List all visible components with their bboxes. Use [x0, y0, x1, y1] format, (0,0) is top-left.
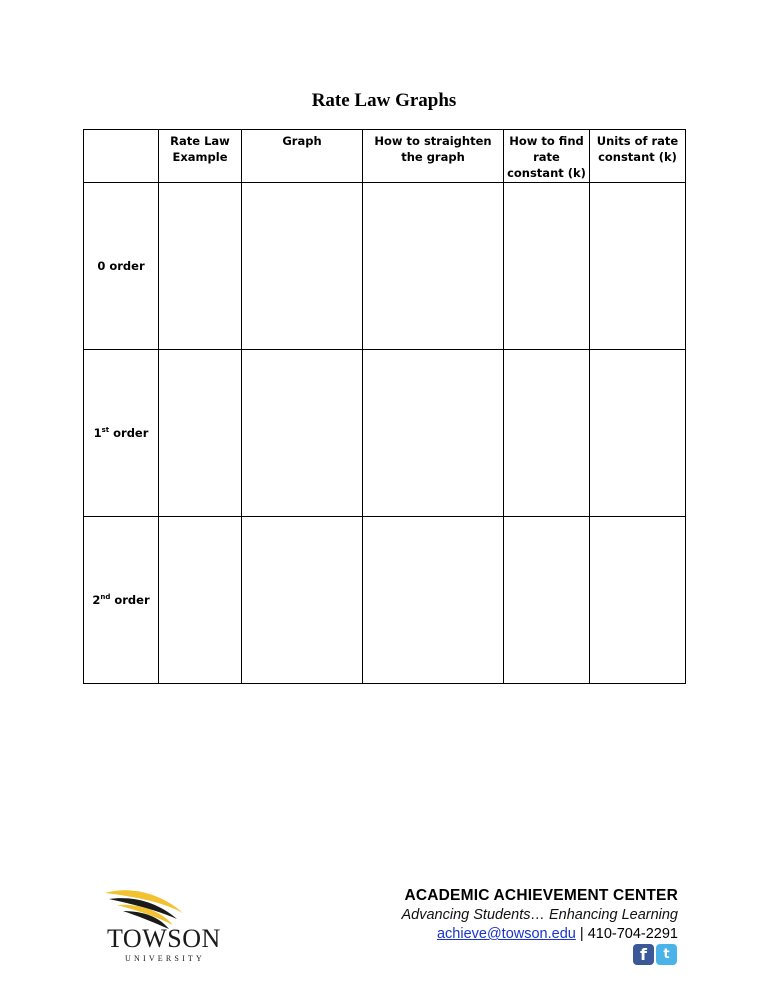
- header-units-of-k: Units of rate constant (k): [590, 130, 686, 183]
- table-cell: [242, 183, 363, 350]
- page-title: Rate Law Graphs: [311, 90, 457, 111]
- row-label-first-order: 1st order: [84, 350, 159, 517]
- row-label-second-order: 2nd order: [84, 517, 159, 684]
- table-cell: [159, 350, 242, 517]
- table-row-second-order: [84, 517, 686, 684]
- center-tagline: Advancing Students… Enhancing Learning: [401, 907, 678, 923]
- center-name: ACADEMIC ACHIEVEMENT CENTER: [404, 887, 678, 904]
- header-graph: Graph: [242, 130, 363, 183]
- table-cell: [590, 183, 686, 350]
- contact-separator: |: [575, 926, 588, 942]
- email-link[interactable]: achieve@towson.edu: [436, 926, 576, 942]
- table-cell: [590, 517, 686, 684]
- table-row-first-order: [84, 350, 686, 517]
- phone-number: 410-704-2291: [587, 926, 678, 942]
- facebook-icon[interactable]: f: [633, 944, 654, 965]
- table-cell: [159, 183, 242, 350]
- header-how-to-straighten: How to straighten the graph: [363, 130, 504, 183]
- table-cell: [242, 350, 363, 517]
- rate-law-table: [83, 129, 686, 684]
- table-row-zero-order: [84, 183, 686, 350]
- table-cell: [363, 183, 504, 350]
- logo-subtitle: UNIVERSITY: [125, 954, 205, 963]
- table-cell: [363, 517, 504, 684]
- towson-university-logo: [103, 885, 233, 965]
- table-header-row: [84, 130, 686, 183]
- logo-name: TOWSON: [107, 924, 221, 953]
- table-cell: [504, 350, 590, 517]
- footer-contact-block: [402, 886, 679, 943]
- contact-line: [402, 925, 679, 943]
- table-cell: [363, 350, 504, 517]
- table-cell: [159, 517, 242, 684]
- table-cell: [590, 350, 686, 517]
- header-rate-law-example: Rate Law Example: [159, 130, 242, 183]
- header-how-to-find-k: How to find rate constant (k): [504, 130, 590, 183]
- header-empty-cell: [84, 130, 159, 183]
- row-label-zero-order: 0 order: [84, 183, 159, 350]
- table-cell: [504, 517, 590, 684]
- table-cell: [242, 517, 363, 684]
- social-links: [633, 944, 677, 965]
- table-cell: [504, 183, 590, 350]
- twitter-icon[interactable]: t: [656, 944, 677, 965]
